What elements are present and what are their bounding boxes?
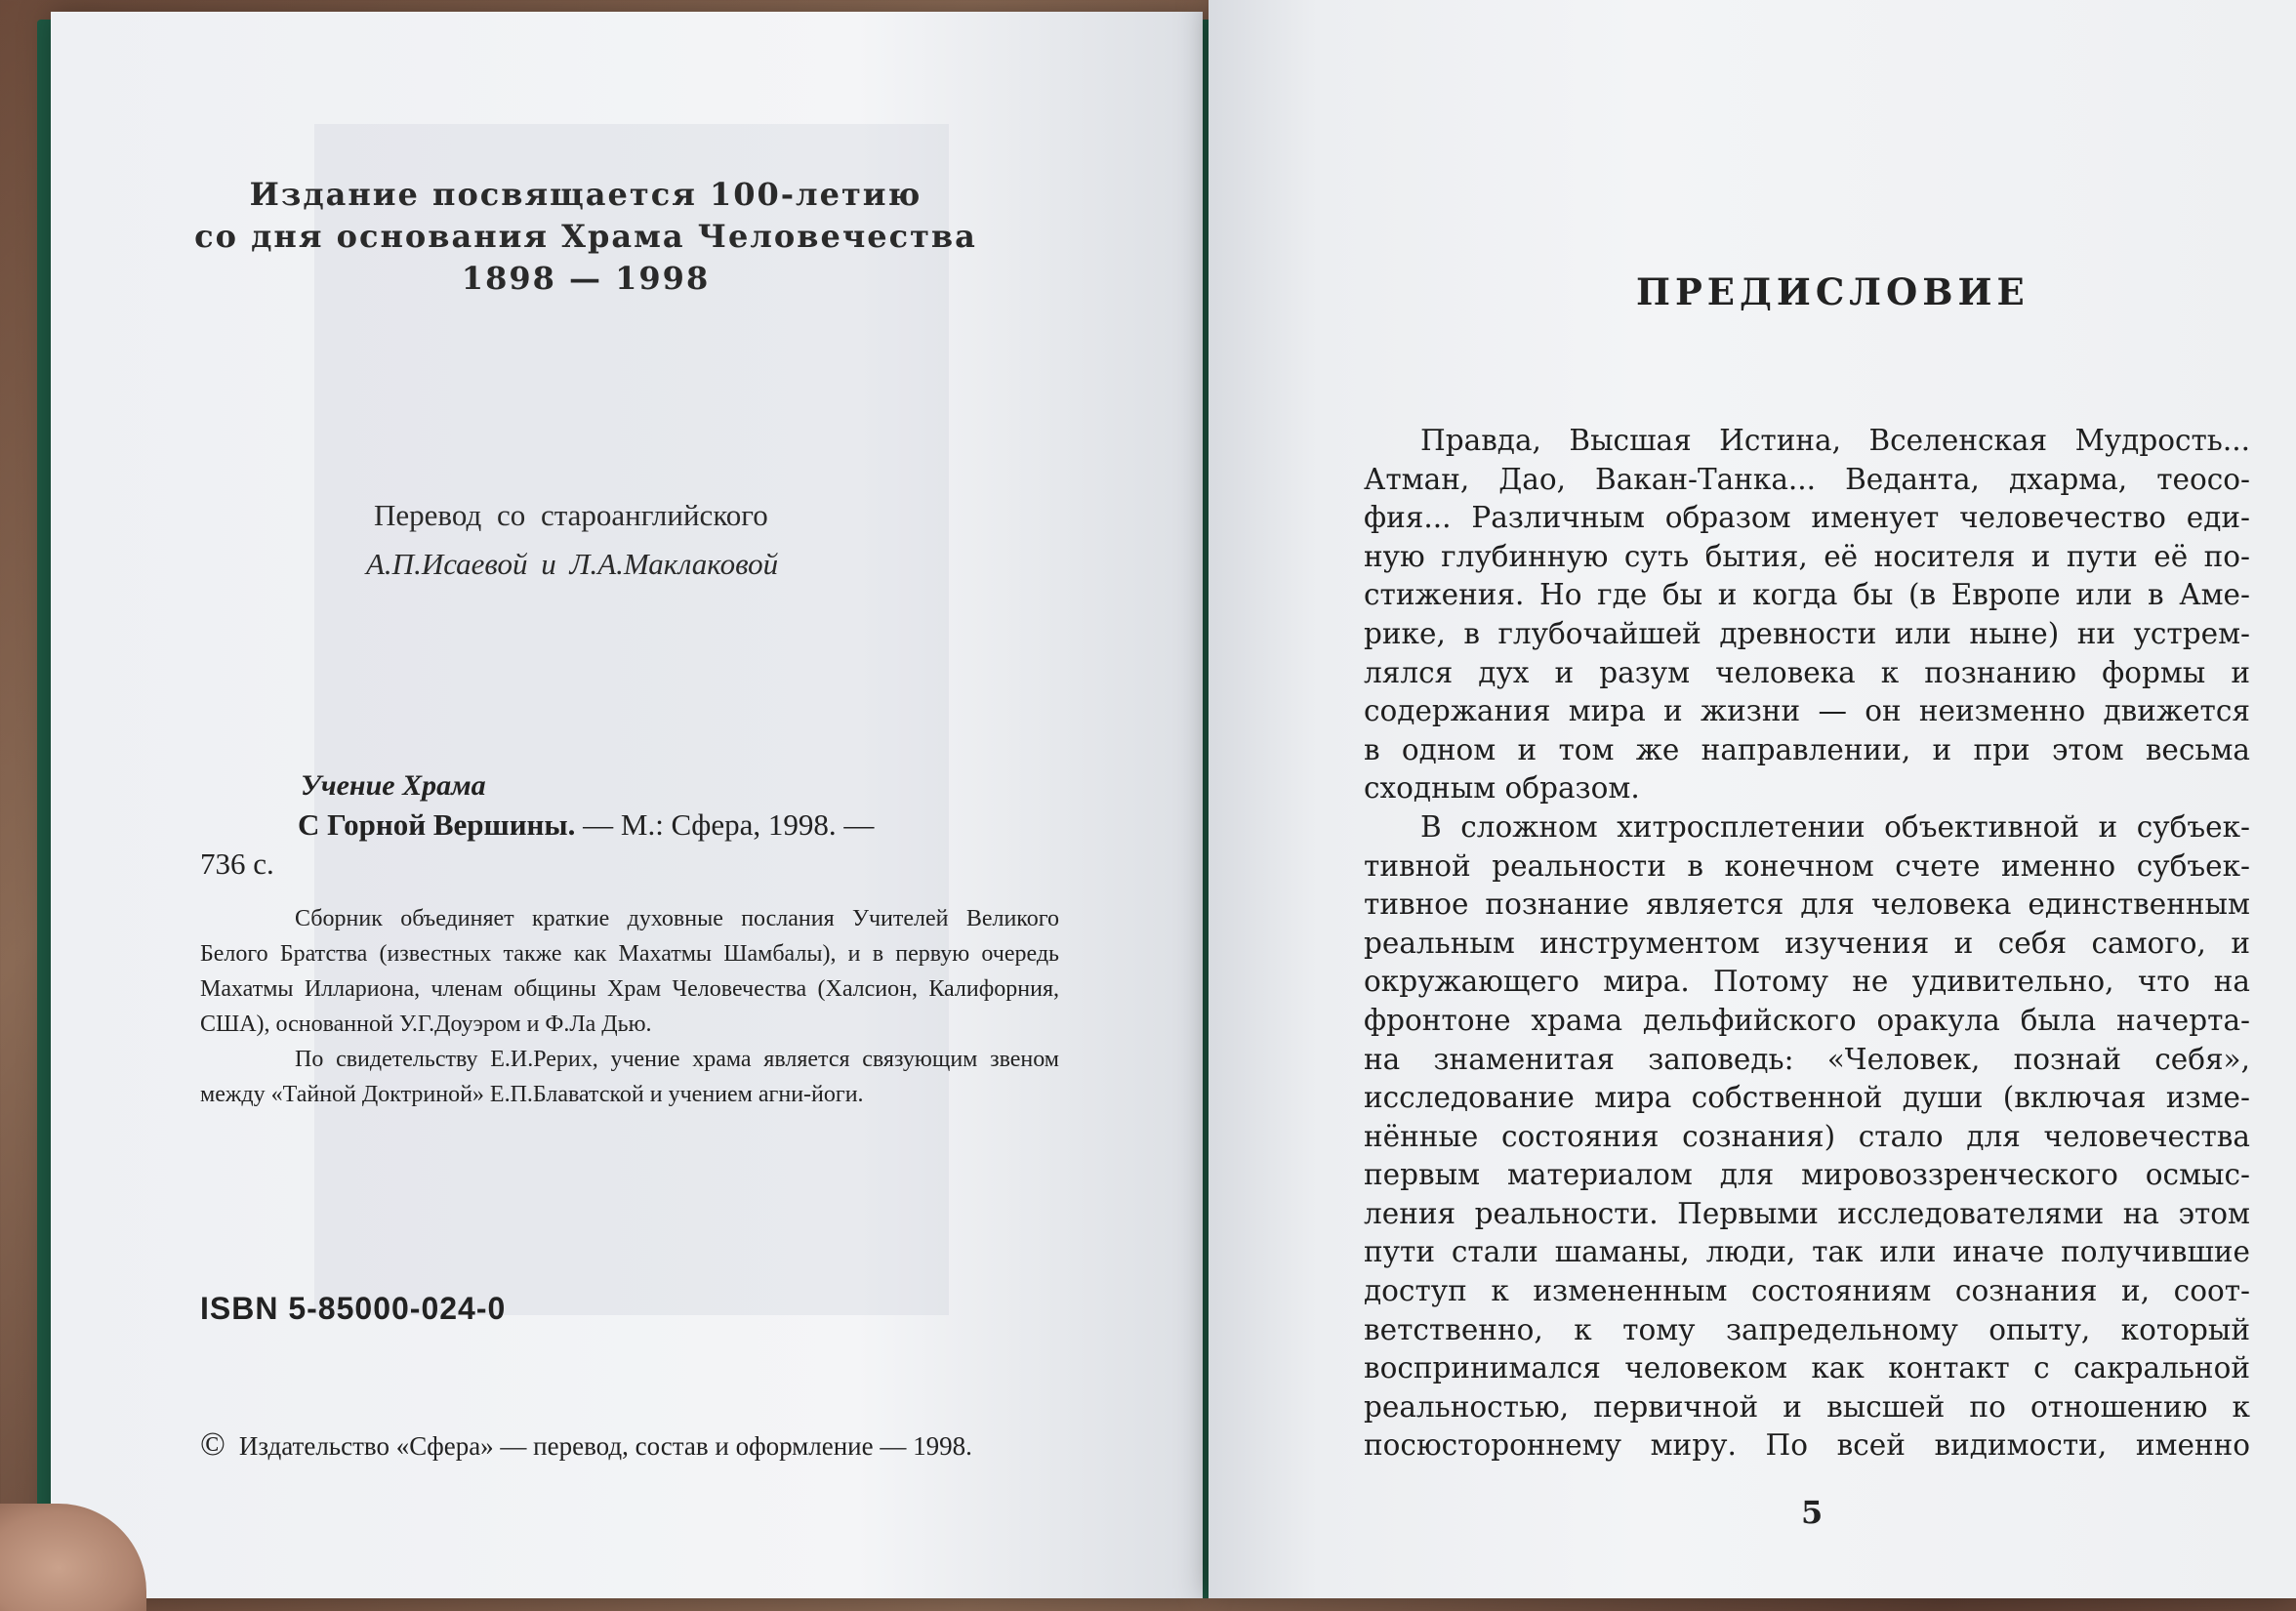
preface-text	[1364, 422, 2250, 1466]
copyright-text: Издательство «Сфера» — перевод, состав и оформление — 1998.	[238, 1431, 972, 1461]
text-line: сходным образом.	[1364, 771, 1640, 806]
isbn: ISBN 5-85000-024-0	[200, 1291, 507, 1326]
text-line: окружающего мира. Потому не удивительно, что на	[1364, 965, 2250, 999]
text-line: фия... Различным образом именует человечество еди-	[1364, 501, 2250, 535]
text-line: содержания мира и жизни — он неизменно движется	[1364, 694, 2250, 728]
page-number: 5	[1801, 1494, 1824, 1531]
text-line: на знаменитая заповедь: «Человек, познай себя»,	[1364, 1042, 2250, 1076]
text-line: ную глубинную суть бытия, её носителя и пути её по-	[1364, 539, 2250, 573]
text-line: нённые состояния сознания) стало для человечества	[1364, 1119, 2250, 1153]
section-heading: ПРЕДИСЛОВИЕ	[1636, 270, 2030, 313]
text-line: тивной реальности в конечном счете именно субъек-	[1364, 848, 2250, 883]
copyright	[200, 1425, 1049, 1466]
bib-pages: 736 с.	[200, 847, 274, 881]
text-line: посюстороннему миру. По всей видимости, именно	[1364, 1428, 2250, 1463]
bibliographic-record	[200, 766, 1059, 1112]
bib-author: Учение Храма	[301, 769, 486, 802]
text-line: Атман, Дао, Вакан-Танка... Веданта, дхарма, теосо-	[1364, 462, 2250, 496]
text-line: тивное познание является для человека единственным	[1364, 888, 2250, 922]
show-through-cover-image	[314, 124, 949, 1315]
dedication-line: со дня основания Храма Человечества	[194, 218, 977, 255]
translators: А.П.Исаевой и Л.А.Маклаковой	[366, 547, 779, 581]
text-line: ветственно, к тому запредельному опыту, который	[1364, 1312, 2250, 1346]
text-line: первым материалом для мировоззренческого осмыс-	[1364, 1158, 2250, 1192]
text-line: воспринимался человеком как контакт с сакральной	[1364, 1351, 2250, 1385]
text-line: Правда, Высшая Истина, Вселенская Мудрость...	[1420, 424, 2250, 457]
text-line: доступ к измененным состояниям сознания и, соот-	[1364, 1274, 2250, 1308]
annotation-paragraph: По свидетельству Е.И.Рерих, учение храма является связующим звеном между «Тайной Доктриной» Е.П.Блаватской и учением агни-йоги.	[200, 1047, 1059, 1107]
text-line: стижения. Но где бы и когда бы (в Европе или в Аме-	[1364, 578, 2250, 612]
text-line: рике, в глубочайшей древности или ныне) ни устрем-	[1364, 616, 2250, 650]
dedication	[146, 174, 1025, 300]
text-line: В сложном хитросплетении объективной и субъек-	[1420, 809, 2250, 844]
text-line: ления реальности. Первыми исследователями на этом	[1364, 1196, 2250, 1230]
text-line: лялся дух и разум человека к познанию формы и	[1364, 655, 2250, 689]
annotation	[200, 901, 1059, 1112]
text-line: реальностью, первичной и высшей по отношению к	[1364, 1389, 2250, 1424]
dedication-years: 1898 — 1998	[461, 260, 711, 297]
bib-title-line	[200, 806, 1059, 845]
bib-title: С Горной Вершины.	[298, 807, 576, 842]
text-line: пути стали шаманы, люди, так или иначе получившие	[1364, 1235, 2250, 1269]
dedication-line: Издание посвящается 100-летию	[249, 176, 922, 213]
copyright-icon: ©	[200, 1426, 226, 1463]
bib-imprint: — М.: Сфера, 1998. —	[575, 807, 875, 842]
text-line: реальным инструментом изучения и себя самого, и	[1364, 926, 2250, 960]
text-line: в одном и том же направлении, и при этом весьма	[1364, 732, 2250, 766]
text-line: фронтоне храма дельфийского оракула была начерта-	[1364, 1003, 2250, 1037]
text-line: исследование мира собственной души (включая изме-	[1364, 1081, 2250, 1115]
translation-label: Перевод со староанглийского	[374, 498, 768, 532]
annotation-paragraph: Сборник объединяет краткие духовные послания Учителей Великого Белого Братства (известных также как Махатмы Шамбалы), и в первую очередь Махатмы Иллариона, членам общины Храм Человечества (Халсион, Калифорния, США), основанной У.Г.Доуэром и Ф.Ла Дью.	[200, 906, 1059, 1037]
